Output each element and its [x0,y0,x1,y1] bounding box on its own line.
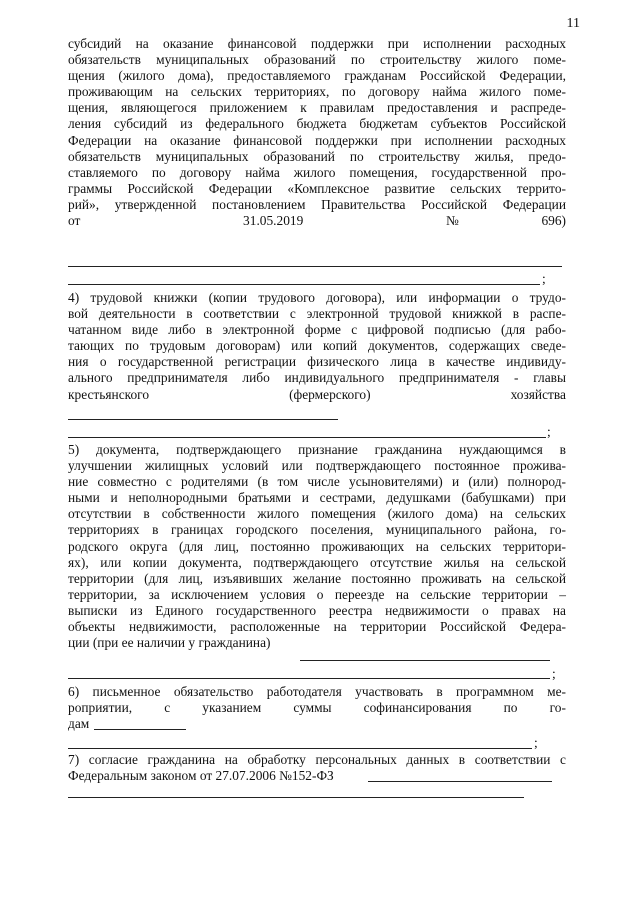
fill-line [68,437,546,438]
text-line: щения, являющегося приложением к правилам предоставления и распреде- [68,100,566,116]
text-line: щения (жилого дома), предоставляемого гражданам Российской Федерации, [68,68,566,84]
text-line: дам [68,716,90,732]
text-line: 4) трудовой книжки (копии трудового договора), или информации о трудо- [68,290,566,305]
semicolon: ; [542,271,546,286]
text-line: ния о государственной регистрации физического лица в качестве индивиду- [68,354,566,370]
text-word: указанием [202,700,262,716]
text-line: граммы Российской Федерации «Комплексное развитие сельских террито- [68,180,566,196]
text-line: обязательств муниципальных образований по строительству жилого поме- [68,52,566,68]
text-line: ции (при ее наличии у гражданина) [68,635,271,651]
fill-line [68,266,562,267]
text-line: отсутствии в собственности жилого помещения (жилого дома) на сельских [68,506,566,522]
text-line: территории (для лиц, изъявивших желание постоянно проживать на сельской [68,570,566,586]
text-line: родского округа (для лиц, постоянно проживающих на сельских территори- [68,538,566,554]
text-word: хозяйства [510,386,566,402]
fill-line [94,729,186,730]
ot-label: от [68,213,81,229]
page-number: 11 [566,16,580,31]
text-line: ального предпринимателя либо индивидуального предпринимателя - главы [68,370,566,386]
text-line [68,700,566,716]
text-line: ными и неполнородными братьями и сестрами, дедушками (бабушками) при [68,490,566,506]
text-line: улучшении жилищных условий или подтверждающего постоянное прожива- [68,458,566,474]
fill-line [300,660,550,661]
resolution-ref-line [68,213,566,229]
text-line: ления субсидий из федерального бюджета бюджетам субъектов Российской [68,116,566,132]
paragraph-subsidies [68,36,566,229]
text-word: софинансирования [363,700,472,716]
text-line: 7) согласие гражданина на обработку персональных данных в соответствии с [68,752,566,767]
paragraph-item-7 [68,752,566,784]
text-line: территории, за исключением условия о переезде на сельские территории – [68,586,566,602]
text-line: вой деятельности в соответствии с электронной трудовой книжкой в распе- [68,306,566,322]
semicolon: ; [552,666,556,681]
semicolon: ; [547,424,551,439]
text-line: выписки из Единого государственного реестра недвижимости о правах на [68,602,566,618]
fill-line [68,284,540,285]
fill-line [68,419,338,420]
fill-line [368,781,552,782]
text-line: субсидий на оказание финансовой поддержки при исполнении расходных [68,36,566,51]
fill-line [68,678,550,679]
text-line: обязательств муниципальных образований по строительству жилья, предо- [68,148,566,164]
text-word: роприятии, [68,700,133,716]
resolution-number: 696) [541,213,566,229]
farm-line [68,387,566,403]
text-word: суммы [293,700,332,716]
fill-line [68,748,532,749]
fill-line [68,797,524,798]
text-line: тающих по трудовым договорам) или копий документов, содержащих сведе- [68,338,566,354]
text-word: (фермерского) [289,386,371,402]
text-word: крестьянского [68,386,150,402]
text-word: го- [549,700,566,716]
paragraph-item-4 [68,290,566,403]
text-line: ставляемого по договору найма жилого помещения, государственной про- [68,164,566,180]
text-line: чатанном виде либо в электронной форме с цифровой подписью (для рабо- [68,322,566,338]
text-line: Федерации на оказание финансовой поддержки при исполнении расходных [68,132,566,148]
text-line: 5) документа, подтверждающего признание гражданина нуждающимся в [68,442,566,457]
text-word: по [503,700,518,716]
number-sign: № [445,213,459,229]
text-line: ние совместно с родителями (в том числе усыновителями) и (или) полнород- [68,474,566,490]
text-line: рий», утвержденной постановлением Правительства Российской Федерации [68,196,566,212]
text-line: объекты недвижимости, расположенные на территории Российской Федера- [68,619,566,635]
paragraph-item-5 [68,442,566,651]
paragraph-item-6 [68,684,566,732]
resolution-date: 31.05.2019 [243,213,304,229]
text-line: 6) письменное обязательство работодателя участвовать в программном ме- [68,684,566,699]
text-line: Федеральным законом от 27.07.2006 №152-ФЗ [68,768,334,784]
text-line: ях), или копии документа, подтверждающего отсутствие жилья на сельской [68,554,566,570]
text-line: проживающим на сельских территориях, по договору найма жилого поме- [68,84,566,100]
semicolon: ; [534,735,538,750]
text-word: с [164,700,171,716]
text-line: территориях в границах городского поселения, муниципального района, го- [68,522,566,538]
